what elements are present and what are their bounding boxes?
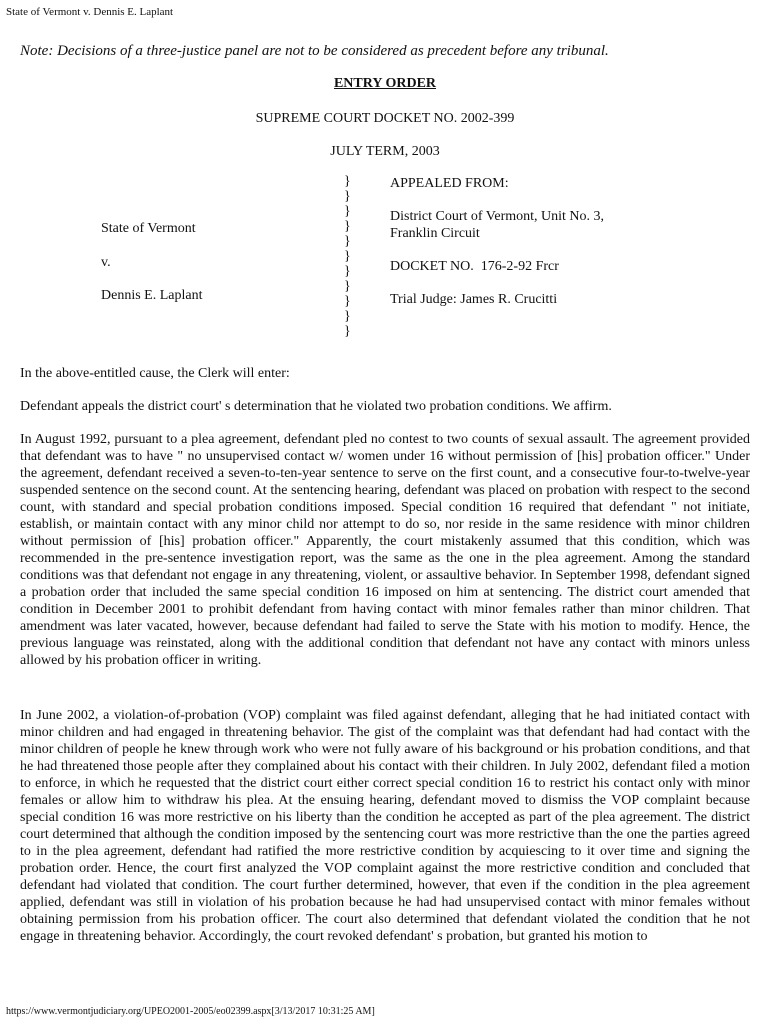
summary-line: Defendant appeals the district court' s determination that he violated two probation conditions. We affirm.	[20, 399, 612, 414]
intro-line: In the above-entitled cause, the Clerk will enter:	[20, 366, 290, 381]
docket-line: SUPREME COURT DOCKET NO. 2002-399	[255, 111, 515, 126]
lower-court: District Court of Vermont, Unit No. 3, Franklin Circuit	[390, 209, 605, 241]
term-line: JULY TERM, 2003	[330, 144, 440, 159]
precedent-note: Note: Decisions of a three-justice panel are not to be considered as precedent before any tribunal.	[20, 43, 609, 59]
plaintiff-name: State of Vermont	[101, 221, 196, 236]
defendant-name: Dennis E. Laplant	[101, 288, 203, 303]
entry-order-heading: ENTRY ORDER	[333, 76, 437, 91]
body-paragraph: In August 1992, pursuant to a plea agreement, defendant pled no contest to two counts of sexual assault. The agreement provided that defendant was to have " no unsupervised contact w/ women under 16 without permission of [his] probation officer." Under the agreement, defendant received a seven-to-ten-year sentence to serve on the first count, and a consecutive four-to-twelve-year suspended sentence on the second count. At the sentencing hearing, defendant was placed on probation with respect to the second count, with standard and special probation conditions imposed. Special condition 16 required that defendant " not initiate, establish, or maintain contact with any minor child nor attempt to do so, nor reside in the same residence with minor children without permission of [his] probation officer." Apparently, the court mistakenly assumed that this condition, which was recommended in the pre-sentence investigation report, was the same as the one in the plea agreement. Among the standard conditions was that defendant not engage in any threatening, violent, or assaultive behavior. In September 1998, defendant signed a probation order that included the same special condition 16 imposed on him at sentencing. The district court amended that condition in December 2001 to prohibit defendant from having contact with minor females rather than minor children. That amendment was later vacated, however, because defendant had failed to serve the State with his motion to modify. Hence, the previous language was reinstated, along with the additional condition that defendant not have any contact with minors unless allowed by his probation officer in writing.	[20, 432, 750, 668]
versus-label: v.	[101, 255, 111, 270]
footer-url: https://www.vermontjudiciary.org/UPEO2001-2005/eo02399.aspx[3/13/2017 10:31:25 AM]	[6, 1006, 375, 1017]
trial-judge: Trial Judge: James R. Crucitti	[390, 292, 558, 307]
lower-docket: DOCKET NO. 176-2-92 Frcr	[390, 259, 559, 274]
appealed-from-label: APPEALED FROM:	[390, 176, 509, 191]
body-paragraph: In June 2002, a violation-of-probation (VOP) complaint was filed against defendant, alleging that he had initiated contact with minor children and had engaged in threatening behavior. The gist of the complaint was that defendant had had contact with the minor children of people he knew through work who were not fully aware of his background or his probation conditions, and that he had threatened those people after they complained about his contact with their children. In July 2002, defendant filed a motion to enforce, in which he requested that the district court either correct special condition 16 to restrict his contact only with minor females or allow him to withdraw his plea. At the ensuing hearing, defendant moved to dismiss the VOP complaint because special condition 16 was more restrictive on his liberty than the condition he accepted as part of the plea agreement. The district court determined that although the condition imposed by the sentencing court was more restrictive than the one the parties agreed to in the plea agreement, defendant had ratified the more restrictive condition by acquiescing to it over time and signing the probation order. Hence, the court first analyzed the VOP complaint against the more restrictive condition and concluded that defendant had violated that condition. The court further determined, however, that even if the condition in the plea agreement applied, defendant was still in violation of his probation because he had had unsupervised contact with minor females without obtaining permission from his probation officer. The court also determined that defendant violated the condition that he not engage in threatening behavior. Accordingly, the court revoked defendant' s probation, but granted his motion to	[20, 708, 750, 944]
running-header: State of Vermont v. Dennis E. Laplant	[6, 6, 174, 18]
caption-braces: } } } } } } } } } } }	[344, 174, 351, 339]
